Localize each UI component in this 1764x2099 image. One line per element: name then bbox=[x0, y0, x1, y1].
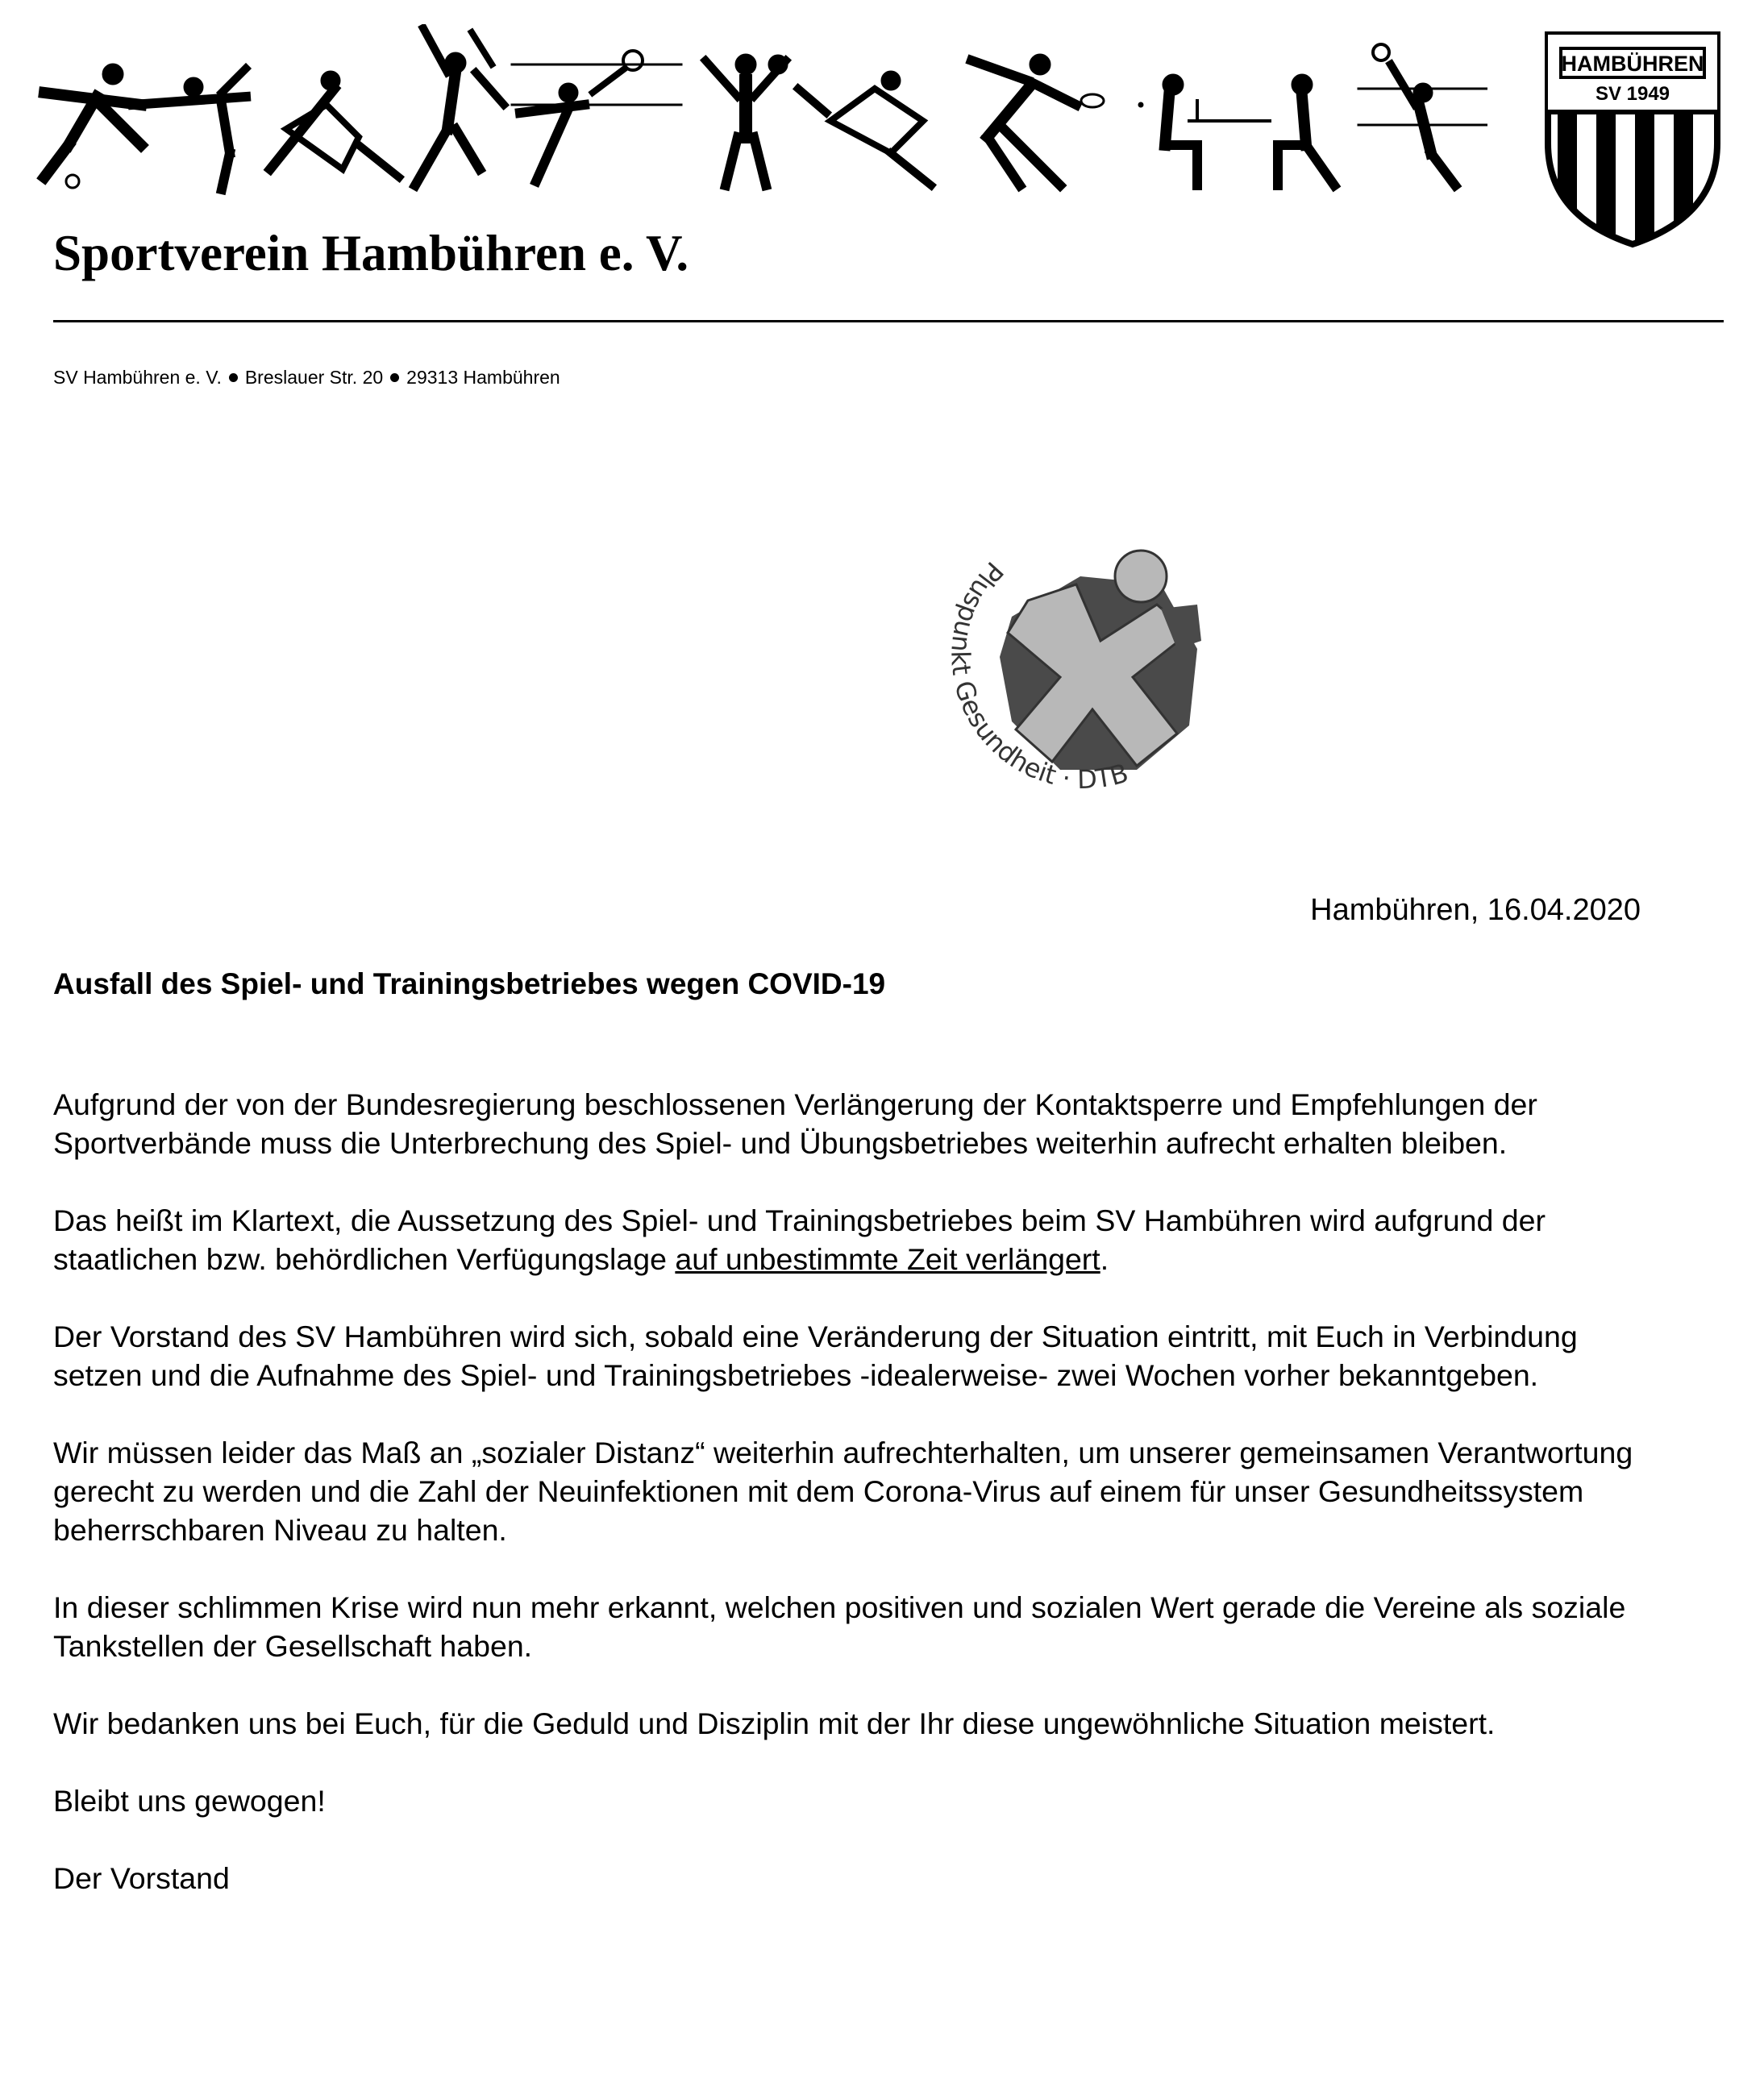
table-tennis-pictogram-icon bbox=[830, 71, 931, 185]
address-city: 29313 Hambühren bbox=[406, 367, 560, 388]
tennis-pictogram-icon bbox=[512, 51, 681, 181]
letter-subject: Ausfall des Spiel- und Trainingsbetriebes wegen COVID-19 bbox=[53, 967, 886, 1000]
club-crest-logo bbox=[1540, 23, 1725, 248]
bullet-dot-icon bbox=[390, 373, 399, 382]
crest-top-text: HAMBÜHREN bbox=[1561, 52, 1704, 76]
sender-address-line bbox=[53, 367, 560, 389]
closing-line: Bleibt uns gewogen! bbox=[53, 1784, 326, 1818]
gymnastics-pictogram-icon bbox=[705, 54, 826, 185]
judo-pictogram-icon bbox=[270, 71, 399, 177]
football-pictogram-icon bbox=[44, 64, 141, 188]
chess-pictogram-icon bbox=[1163, 74, 1334, 185]
letter-date: Hambühren, 16.04.2020 bbox=[1310, 893, 1641, 927]
body-paragraph: In dieser schlimmen Krise wird nun mehr erkannt, welchen positiven und sozialen Wert gerade die Vereine als soziale Tankstellen der Gesellschaft haben. bbox=[53, 1590, 1626, 1663]
body-paragraph: Aufgrund der von der Bundesregierung beschlossenen Verlängerung der Kontaktsperre und Empfehlungen der Sportverbände muss die Unterbrechung des Spiel- und Übungsbetriebes weiterhin aufrecht erhalten bleiben. bbox=[53, 1087, 1537, 1160]
club-name-heading: Sportverein Hambühren e. V. bbox=[53, 225, 689, 281]
handball-pictogram-icon bbox=[133, 69, 246, 189]
body-paragraph: Wir müssen leider das Maß an „sozialer Distanz“ weiterhin aufrechterhalten, um unserer gemeinsamen Verantwortung gerecht zu werden und die Zahl der Neuinfektionen mit dem Corona-Virus auf einem für unser Gesundheitssystem beherrschbaren Niveau zu halten. bbox=[53, 1436, 1633, 1547]
basketball-pictogram-icon bbox=[415, 28, 504, 185]
logo-ring-text: Pluspunkt Gesundheit · DTB bbox=[945, 555, 1132, 796]
body-paragraph: Wir bedanken uns bei Euch, für die Geduld und Disziplin mit der Ihr diese ungewöhnliche Situation meistert. bbox=[53, 1706, 1496, 1740]
pluspunkt-gesundheit-logo bbox=[919, 528, 1258, 850]
crest-year-text: SV 1949 bbox=[1595, 83, 1670, 105]
address-club: SV Hambühren e. V. bbox=[53, 367, 222, 388]
address-street: Breslauer Str. 20 bbox=[244, 367, 384, 388]
letter-body bbox=[53, 1085, 1674, 1936]
paragraph-text: . bbox=[1100, 1242, 1109, 1276]
table-tennis-player-icon bbox=[971, 54, 1143, 185]
body-paragraph: Der Vorstand des SV Hambühren wird sich, sobald eine Veränderung der Situation eintritt, mit Euch in Verbindung setzen und die Aufnahme des Spiel- und Trainingsbetriebes -idealerweise- zwei Wochen vorher bekanntgeben. bbox=[53, 1320, 1578, 1392]
paragraph-text: Das heißt im Klartext, die Aussetzung des Spiel- und Trainingsbetriebes beim SV Hambühren wird aufgrund der staatlichen bzw. behördlichen Verfügungslage bbox=[53, 1203, 1546, 1276]
body-paragraph bbox=[53, 1201, 1674, 1278]
underlined-emphasis: auf unbestimmte Zeit verlängert bbox=[675, 1242, 1100, 1276]
bullet-dot-icon bbox=[229, 373, 238, 382]
sport-pictograms-banner bbox=[36, 24, 1487, 202]
header-divider bbox=[53, 320, 1724, 322]
volleyball-pictogram-icon bbox=[1358, 44, 1487, 185]
signature: Der Vorstand bbox=[53, 1861, 230, 1895]
